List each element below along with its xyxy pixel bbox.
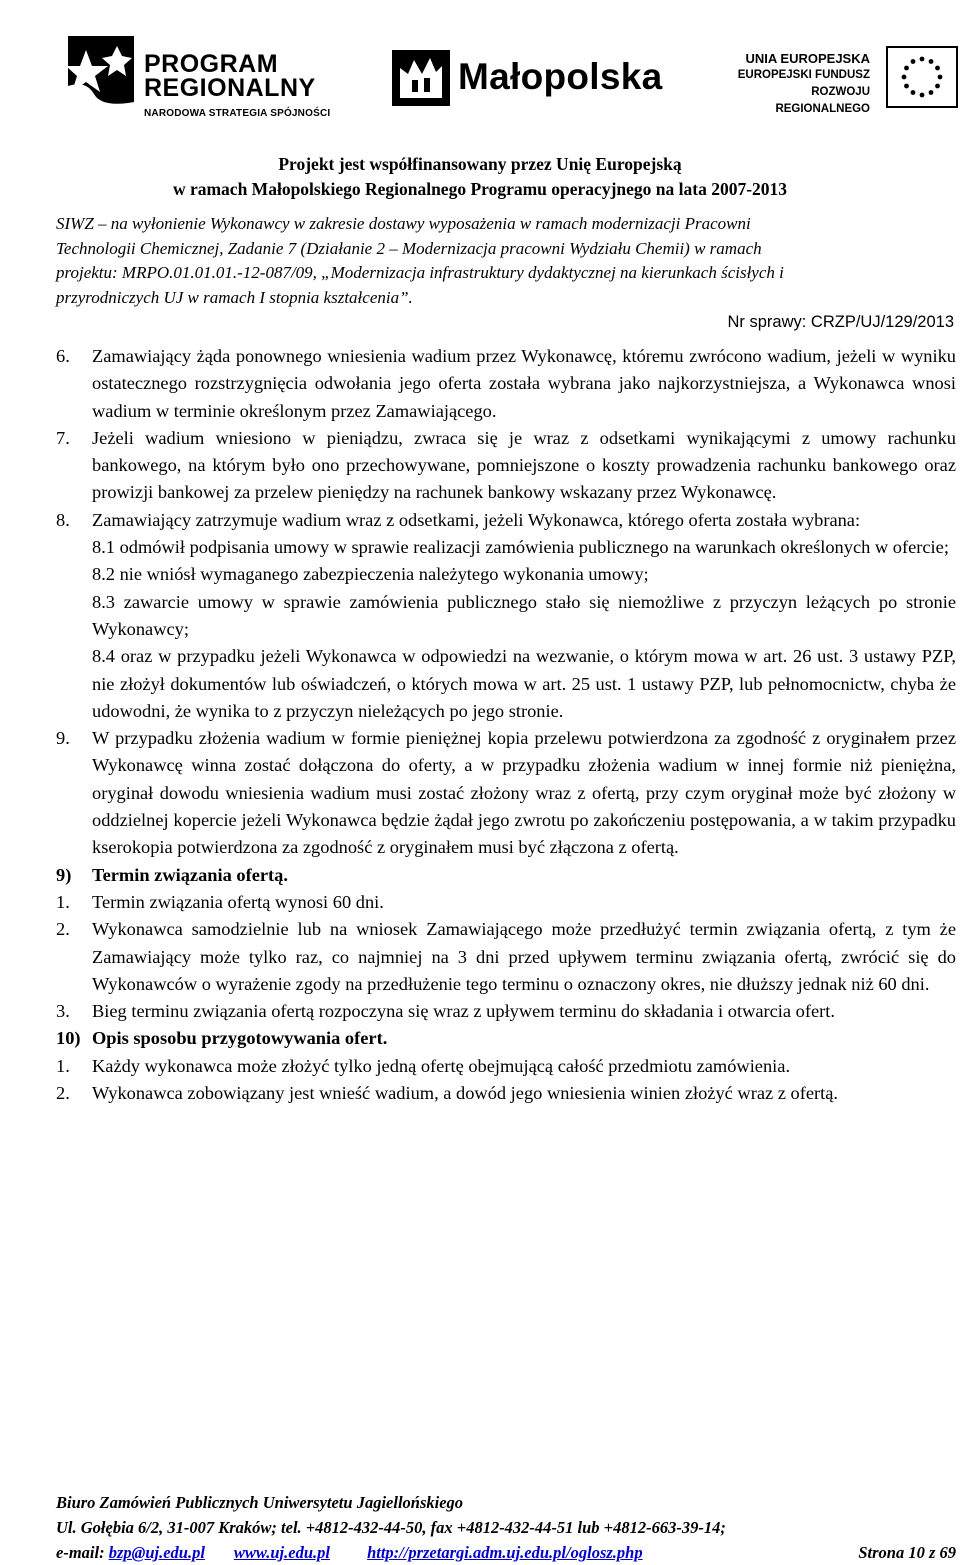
case-number: Nr sprawy: CRZP/UJ/129/2013 [727, 313, 954, 331]
tenders-link[interactable]: http://przetargi.adm.uj.edu.pl/oglosz.php [367, 1543, 643, 1562]
list-item [56, 889, 956, 916]
siwz-line1: SIWZ – na wyłonienie Wykonawcy w zakresie dostawy wyposażenia w ramach modernizacji Pracowni [56, 214, 751, 233]
page-footer [56, 1490, 956, 1565]
footer-office: Biuro Zamówień Publicznych Uniwersytetu Jagiellońskiego [56, 1493, 464, 1512]
item-number: 3. [56, 1001, 70, 1022]
item-number: 1. [56, 1055, 70, 1076]
siwz-title [56, 212, 956, 310]
item-number: 8. [56, 509, 70, 530]
section-heading [56, 862, 956, 889]
footer-links [56, 1540, 956, 1565]
program-regionalny-emblem-icon [68, 36, 134, 124]
malopolska-logo [392, 50, 692, 110]
program-logo-subtitle: NARODOWA STRATEGIA SPÓJNOŚCI [144, 108, 331, 119]
document-body [56, 343, 956, 1107]
eu-flag-icon [886, 46, 958, 108]
section-number: 9) [56, 864, 72, 885]
item-text: Bieg terminu związania ofertą rozpoczyna się wraz z upływem terminu do składania i otwarcia ofert. [92, 1001, 835, 1022]
item-number: 2. [56, 1083, 70, 1104]
item-text: Termin związania ofertą wynosi 60 dni. [92, 891, 384, 912]
item-number: 6. [56, 346, 70, 366]
cofunding-line1: Projekt jest współfinansowany przez Unię Europejską [278, 154, 682, 174]
section-title: Termin związania ofertą. [92, 864, 288, 885]
malopolska-logo-text: Małopolska [458, 56, 663, 97]
eu-logo-text [720, 50, 870, 118]
siwz-line3: projektu: MRPO.01.01.01.-12-087/09, „Modernizacja infrastruktury dydaktycznej na kierunkach ścisłych i [56, 263, 784, 282]
list-item [56, 1053, 956, 1080]
item-text: Wykonawca samodzielnie lub na wniosek Zamawiającego może przedłużyć termin związania ofertą, z tym że Zamawiający może tylko raz, co najmniej na 3 dni przed upływem terminu związania ofertą, zwrócić się do Wykonawców o wyrażenie zgody na przedłużenie tego terminu o oznaczony okres, nie dłuższy jednak niż 60 dni. [92, 919, 956, 994]
page-number: Strona 10 z 69 [858, 1543, 956, 1562]
item-number: 9. [56, 728, 70, 749]
item-text: Zamawiający żąda ponownego wniesienia wadium przez Wykonawcę, któremu zwrócono wadium, jeżeli w wyniku ostatecznego rozstrzygnięcia odwołania jego oferta została wybrana jako najkorzystniejsza, a Wykonawca wnosi wadium w terminie określonym przez Zamawiającego. [92, 346, 956, 421]
item-text: Każdy wykonawca może złożyć tylko jedną ofertę obejmującą całość przedmiotu zamówienia. [92, 1055, 791, 1076]
list-item [56, 1080, 956, 1107]
section-heading [56, 1025, 956, 1052]
item-number: 7. [56, 427, 70, 448]
list-item [56, 507, 956, 534]
email-link[interactable]: bzp@uj.edu.pl [108, 1543, 205, 1562]
item-number: 2. [56, 919, 70, 940]
sub-item: 8.2 nie wniósł wymaganego zabezpieczenia należytego wykonania umowy; [92, 564, 649, 585]
eu-logo-line3: ROZWOJU REGIONALNEGO [775, 86, 870, 115]
malopolska-emblem-icon [392, 50, 450, 106]
list-item [56, 916, 956, 998]
item-text: W przypadku złożenia wadium w formie pieniężnej kopia przelewu potwierdzona za zgodność z oryginałem przez Wykonawcę winna zostać dołączona do oferty, a w przypadku złożenia wadium w innej formie niż pieniężna, oryginał dowodu wniesienia wadium musi zostać złożony wraz z ofertą, przy czym oryginał może być złożony w oddzielnej kopercie jeżeli Wykonawca będzie żądał jego zwrotu po zakończeniu postępowania, a w takim przypadku kserokopia potwierdzona za zgodność z oryginałem musi być złączona z ofertą. [92, 728, 956, 858]
item-text: Zamawiający zatrzymuje wadium wraz z odsetkami, jeżeli Wykonawca, którego oferta została wybrana: [92, 509, 861, 530]
email-label: e-mail: [56, 1543, 105, 1562]
website-link[interactable]: www.uj.edu.pl [233, 1543, 330, 1562]
sub-item: 8.1 odmówił podpisania umowy w sprawie realizacji zamówienia publicznego na warunkach określonych w ofercie; [92, 537, 949, 558]
list-item [56, 425, 956, 507]
eu-logo-line1: UNIA EUROPEJSKA [745, 51, 870, 66]
eu-logo [712, 46, 960, 115]
sub-item: 8.3 zawarcie umowy w sprawie zamówienia publicznego stało się niemożliwe z przyczyn leżących po stronie Wykonawcy; [92, 591, 956, 639]
siwz-line2: Technologii Chemicznej, Zadanie 7 (Działanie 2 – Modernizacja pracowni Wydziału Chemii) w ramach [56, 238, 762, 258]
program-logo-line1: PROGRAM [144, 50, 279, 78]
item-number: 1. [56, 891, 70, 912]
sub-item: 8.4 oraz w przypadku jeżeli Wykonawca w odpowiedzi na wezwanie, o którym mowa w art. 26 ust. 3 ustawy PZP, nie złożył dokumentów lub oświadczeń, o których mowa w art. 25 ust. 1 ustawy PZP, lub pełnomocnictw, chyba że udowodni, że wynika to z przyczyn nieleżących po jego stronie. [92, 646, 956, 721]
eu-logo-line2: EUROPEJSKI FUNDUSZ [737, 69, 870, 81]
footer-address: Ul. Gołębia 6/2, 31-007 Kraków; tel. +4812-432-44-50, fax +4812-432-44-51 lub +4812-663-39-14; [56, 1518, 726, 1537]
program-logo-title [144, 52, 316, 100]
section-number: 10) [56, 1028, 81, 1049]
item-text: Jeżeli wadium wniesiono w pieniądzu, zwraca się je wraz z odsetkami wynikającymi z umowy rachunku bankowego, na którym było ono przechowywane, pomniejszone o koszty prowadzenia rachunku bankowego oraz prowizji bankowej za przelew pieniędzy na rachunek bankowy wskazany przez Wykonawcę. [92, 427, 956, 503]
cofunding-line2: w ramach Małopolskiego Regionalnego Programu operacyjnego na lata 2007-2013 [172, 179, 788, 199]
item-text: Wykonawca zobowiązany jest wnieść wadium, a dowód jego wniesienia winien złożyć wraz z ofertą. [92, 1083, 838, 1104]
list-item [56, 343, 956, 425]
list-item [56, 998, 956, 1025]
cofunding-notice [0, 152, 960, 202]
siwz-line4: przyrodniczych UJ w ramach I stopnia kształcenia”. [56, 287, 413, 307]
list-item [56, 725, 956, 861]
program-logo-line2: REGIONALNY [144, 74, 316, 102]
section-title: Opis sposobu przygotowywania ofert. [92, 1028, 388, 1049]
header-logos [0, 30, 960, 130]
program-regionalny-logo [68, 36, 368, 126]
